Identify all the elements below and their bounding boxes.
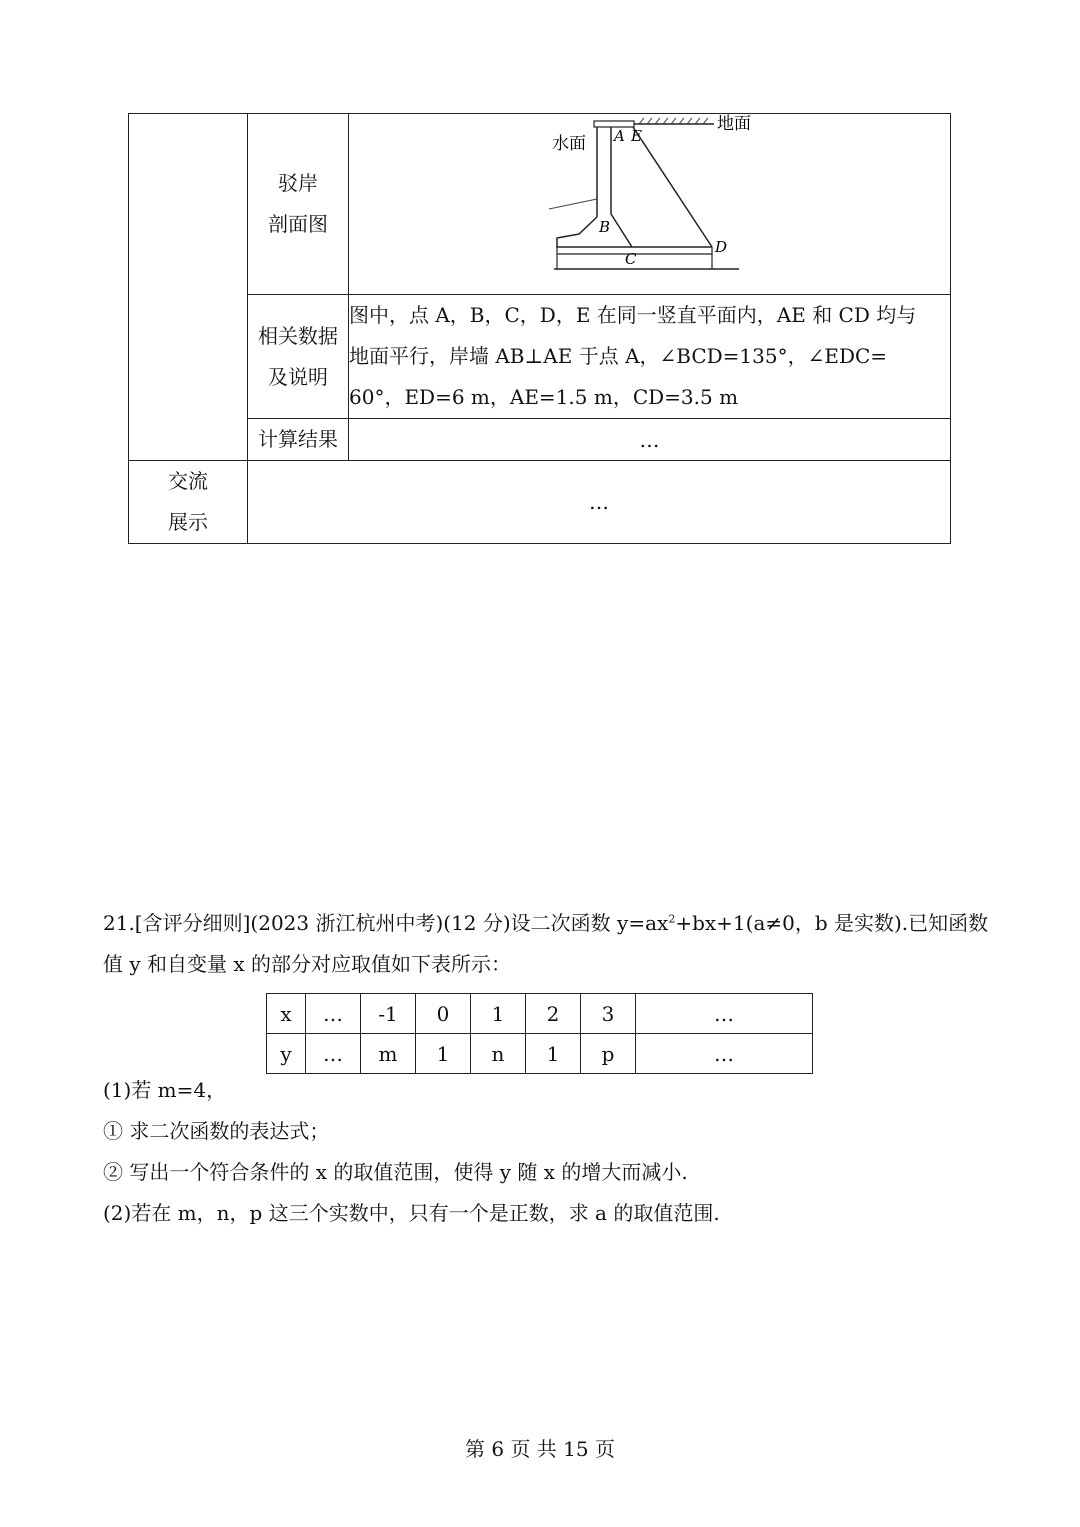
label-D: D — [715, 238, 728, 256]
xy-value-table — [266, 993, 813, 1074]
question-line1-prefix: 21.[含评分细则](2023 浙江杭州中考)(12 分)设二次函数 y=ax — [103, 911, 669, 935]
part-1: (1)若 m=4， — [103, 1078, 227, 1102]
label-A: A — [614, 127, 625, 145]
y-cell: … — [306, 1034, 361, 1074]
stage-blank-cell — [129, 114, 248, 461]
segment-BC — [611, 214, 632, 247]
part-2: (2)若在 m，n，p 这三个实数中，只有一个是正数，求 a 的取值范围. — [103, 1201, 720, 1225]
y-cell: n — [471, 1034, 526, 1074]
x-cell: 0 — [416, 994, 471, 1034]
part-1-i: ① 求二次函数的表达式； — [103, 1119, 330, 1143]
revetment-table — [128, 113, 951, 544]
data-description-cell — [349, 295, 951, 419]
label-C: C — [625, 250, 637, 268]
diagram-label-line2: 剖面图 — [268, 212, 328, 236]
x-cell: -1 — [361, 994, 416, 1034]
label-ground: 地面 — [717, 114, 751, 134]
label-B: B — [599, 218, 611, 236]
y-row — [267, 1034, 813, 1074]
data-text-line2: 地面平行，岸墙 AB⊥AE 于点 A，∠BCD=135°，∠EDC= — [349, 344, 888, 368]
data-label-cell — [248, 295, 349, 419]
exchange-label-cell — [129, 461, 248, 544]
x-cell: 3 — [581, 994, 636, 1034]
question-line1 — [103, 903, 989, 944]
question-line2: 值 y 和自变量 x 的部分对应取值如下表所示： — [103, 952, 512, 976]
question-line1-suffix: +bx+1(a≠0，b 是实数).已知函数 — [675, 911, 989, 935]
x-cell: 2 — [526, 994, 581, 1034]
label-water: 水面 — [552, 134, 586, 154]
y-cell: … — [636, 1034, 813, 1074]
revetment-cross-section-diagram — [349, 114, 950, 294]
data-text-line1: 图中，点 A，B，C，D，E 在同一竖直平面内，AE 和 CD 均与 — [349, 303, 917, 327]
x-cell: … — [636, 994, 813, 1034]
x-cell: … — [306, 994, 361, 1034]
y-cell: 1 — [416, 1034, 471, 1074]
y-cell: 1 — [526, 1034, 581, 1074]
y-cell: m — [361, 1034, 416, 1074]
data-label-line2: 及说明 — [268, 364, 328, 389]
y-cell: p — [581, 1034, 636, 1074]
diagram-label-line1: 驳岸 — [278, 171, 318, 195]
left-bank-line — [549, 199, 597, 209]
label-E: E — [631, 127, 642, 145]
data-text-line3: 60°，ED=6 m，AE=1.5 m，CD=3.5 m — [349, 385, 739, 409]
exchange-label-line2: 展示 — [168, 510, 208, 534]
x-row — [267, 994, 813, 1034]
diagram-label-cell — [248, 114, 349, 295]
slope-ED — [633, 127, 712, 247]
base-foot — [557, 217, 632, 247]
x-cell: 1 — [471, 994, 526, 1034]
diagram-cell — [349, 114, 951, 295]
result-label-cell: 计算结果 — [248, 419, 349, 461]
result-value-cell: … — [349, 419, 951, 461]
y-cell: y — [267, 1034, 306, 1074]
exponent-2: 2 — [668, 912, 676, 926]
question-sub-items — [103, 1070, 983, 1234]
x-cell: x — [267, 994, 306, 1034]
question-21 — [103, 903, 989, 985]
exchange-value-cell: … — [248, 461, 951, 544]
page-footer: 第 6 页 共 15 页 — [465, 1437, 615, 1461]
part-1-ii: ② 写出一个符合条件的 x 的取值范围，使得 y 随 x 的增大而减小. — [103, 1160, 688, 1184]
ground-hatching — [639, 118, 708, 124]
exchange-label-line1: 交流 — [168, 469, 208, 493]
data-label-line1: 相关数据 — [258, 323, 338, 348]
